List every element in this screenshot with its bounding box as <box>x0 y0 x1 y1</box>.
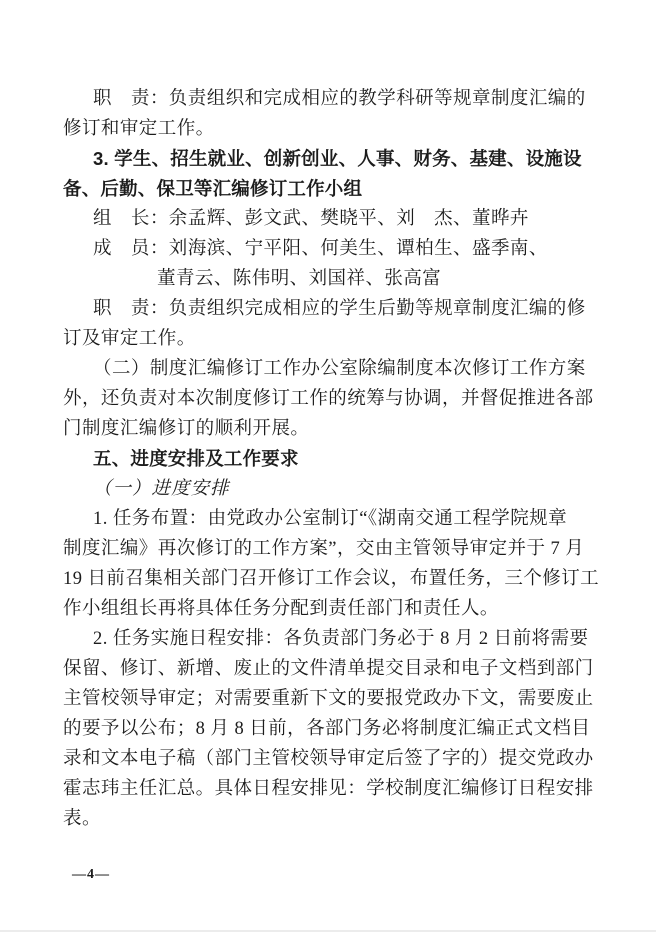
text-line: 的要予以公布；8 月 8 日前，各部门务必将制度汇编正式文档目 <box>63 719 591 739</box>
text-line: 修订和审定工作。 <box>63 119 215 139</box>
text-line: 外，还负责对本次制度修订工作的统筹与协调，并督促推进各部 <box>63 389 594 409</box>
text-line: 五、进度安排及工作要求 <box>93 448 299 469</box>
text-line: 门制度汇编修订的顺利开展。 <box>63 419 310 439</box>
text-line: （二）制度汇编修订工作办公室除编制度本次修订工作方案 <box>93 359 586 379</box>
text-line: 表。 <box>63 809 101 829</box>
text-line: 19 日前召集相关部门召开修订工作会议，布置任务，三个修订工 <box>63 569 600 589</box>
text-line: 作小组组长再将具体任务分配到责任部门和责任人。 <box>63 599 499 619</box>
page-number: —4— <box>72 867 110 882</box>
text-line: 1. 任务布置：由党政办公室制订“《湖南交通工程学院规章 <box>93 509 568 529</box>
text-line: 备、后勤、保卫等汇编修订工作小组 <box>63 178 363 199</box>
text-line: 职 责：负责组织完成相应的学生后勤等规章制度汇编的修 <box>93 299 586 319</box>
text-line: 2. 任务实施日程安排：各负责部门务必于 8 月 2 日前将需要 <box>93 629 589 649</box>
text-line: 录和文本电子稿（部门主管校领导审定后签了字的）提交党政办 <box>63 749 594 769</box>
text-line: 组 长：余孟辉、彭文武、樊晓平、刘 杰、董晔卉 <box>93 209 529 229</box>
text-line: 保留、修订、新增、废止的文件清单提交目录和电子文档到部门 <box>63 659 594 679</box>
text-line: 订及审定工作。 <box>63 329 196 349</box>
document-body <box>63 84 600 834</box>
text-line: 霍志玮主任汇总。具体日程安排见：学校制度汇编修订日程安排 <box>63 779 594 799</box>
text-line: 制度汇编》再次修订的工作方案”，交由主管领导审定并于 7 月 <box>63 539 585 559</box>
text-line: 职 责：负责组织和完成相应的教学科研等规章制度汇编的 <box>93 89 586 109</box>
text-line: （一）进度安排 <box>93 479 230 499</box>
text-line: 董青云、陈伟明、刘国祥、张高富 <box>157 269 442 289</box>
text-line: 主管校领导审定；对需要重新下文的要报党政办下文，需要废止 <box>63 689 594 709</box>
text-line: 3. 学生、招生就业、创新创业、人事、财务、基建、设施设 <box>93 148 582 169</box>
text-line: 成 员：刘海滨、宁平阳、何美生、谭柏生、盛季南、 <box>93 239 548 259</box>
